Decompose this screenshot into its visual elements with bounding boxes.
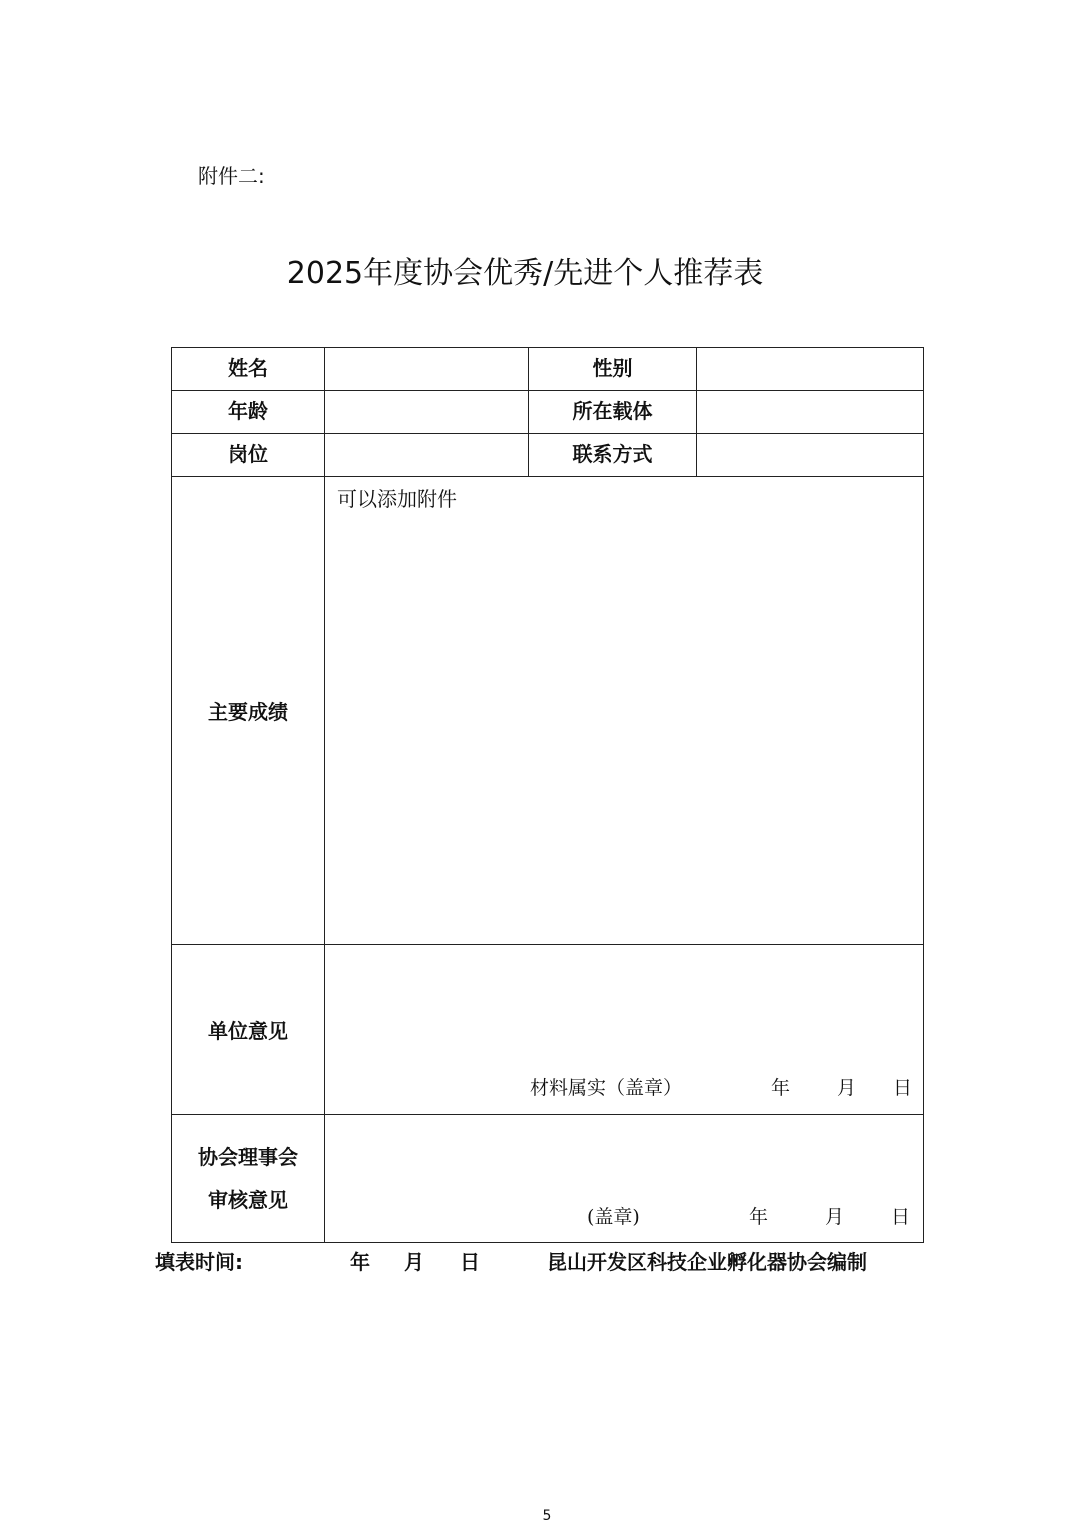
achievements-field[interactable] bbox=[325, 477, 924, 945]
achievements-note: 可以添加附件 bbox=[337, 487, 457, 511]
unit-opinion-field[interactable] bbox=[325, 945, 924, 1115]
name-field[interactable] bbox=[325, 348, 529, 391]
page-title: 2025年度协会优秀/先进个人推荐表 bbox=[286, 256, 764, 291]
board-opinion-statement: (盖章) bbox=[587, 1206, 640, 1228]
board-opinion-year: 年 bbox=[749, 1206, 769, 1228]
board-opinion-label-line1: 协会理事会 bbox=[198, 1144, 298, 1169]
position-label: 岗位 bbox=[172, 434, 325, 477]
name-label: 姓名 bbox=[172, 348, 325, 391]
unit-opinion-year: 年 bbox=[771, 1077, 791, 1099]
contact-field[interactable] bbox=[697, 434, 924, 477]
achievements-label: 主要成绩 bbox=[172, 477, 325, 945]
unit-opinion-month: 月 bbox=[837, 1077, 857, 1099]
board-opinion-label-line2: 审核意见 bbox=[208, 1187, 288, 1212]
fill-time-day: 日 bbox=[460, 1250, 480, 1274]
unit-opinion-day: 日 bbox=[893, 1077, 913, 1099]
gender-field[interactable] bbox=[697, 348, 924, 391]
board-opinion-field[interactable] bbox=[325, 1115, 924, 1243]
position-field[interactable] bbox=[325, 434, 529, 477]
page-number: 5 bbox=[542, 1508, 552, 1524]
age-field[interactable] bbox=[325, 391, 529, 434]
attachment-label: 附件二: bbox=[198, 164, 265, 188]
unit-opinion-statement: 材料属实（盖章） bbox=[530, 1077, 683, 1099]
fill-time-label: 填表时间: bbox=[155, 1250, 243, 1274]
recommendation-form bbox=[171, 347, 924, 1243]
age-label: 年龄 bbox=[172, 391, 325, 434]
contact-label: 联系方式 bbox=[529, 434, 697, 477]
board-opinion-day: 日 bbox=[891, 1206, 911, 1228]
fill-time-year: 年 bbox=[350, 1250, 370, 1274]
compiler-label: 昆山开发区科技企业孵化器协会编制 bbox=[547, 1250, 867, 1274]
fill-time-month: 月 bbox=[404, 1250, 424, 1274]
unit-opinion-label: 单位意见 bbox=[172, 945, 325, 1115]
carrier-field[interactable] bbox=[697, 391, 924, 434]
gender-label: 性别 bbox=[529, 348, 697, 391]
carrier-label: 所在载体 bbox=[529, 391, 697, 434]
board-opinion-month: 月 bbox=[825, 1206, 845, 1228]
board-opinion-label bbox=[172, 1115, 325, 1243]
